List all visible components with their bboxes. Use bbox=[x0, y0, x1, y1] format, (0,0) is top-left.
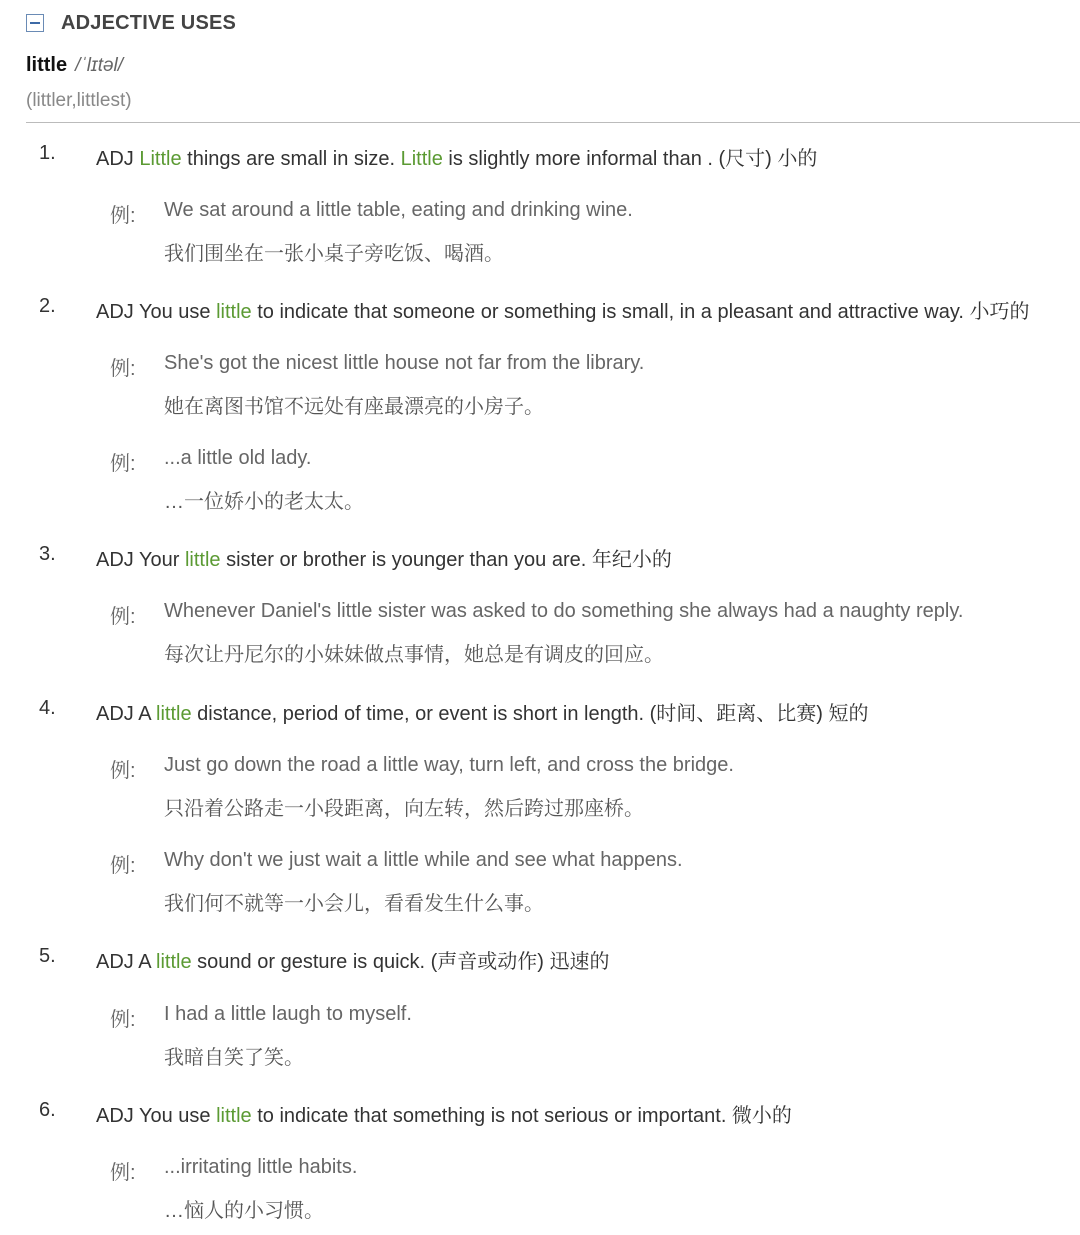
pos-label: ADJ bbox=[96, 1105, 134, 1127]
example-english: She's got the nicest little house not far from the library. bbox=[164, 352, 645, 374]
headword-highlight: Little bbox=[139, 148, 182, 170]
example-english: ...irritating little habits. bbox=[164, 1156, 358, 1178]
headword-highlight: little bbox=[216, 1105, 252, 1127]
sense-definition bbox=[96, 945, 610, 974]
example-label: 例: bbox=[110, 1009, 136, 1031]
sense-number: 6. bbox=[39, 1099, 56, 1121]
headword-highlight: little bbox=[216, 301, 252, 323]
example-label: 例: bbox=[110, 760, 136, 782]
definition-text: A bbox=[138, 703, 157, 725]
sense-number: 3. bbox=[39, 543, 56, 565]
definition-text: A bbox=[138, 951, 157, 973]
example-chinese: 我暗自笑了笑。 bbox=[164, 1047, 304, 1069]
pos-label: ADJ bbox=[96, 549, 134, 571]
example-english: I had a little laugh to myself. bbox=[164, 1003, 412, 1025]
headword-highlight: little bbox=[156, 951, 192, 973]
definition-text: to indicate that something is not serious or important. 微小的 bbox=[251, 1105, 792, 1127]
example-chinese: 我们何不就等一小会儿，看看发生什么事。 bbox=[164, 893, 544, 915]
example-chinese: 我们围坐在一张小桌子旁吃饭、喝酒。 bbox=[164, 243, 504, 265]
collapse-icon[interactable] bbox=[26, 14, 44, 32]
example-label: 例: bbox=[110, 606, 136, 628]
example-english: ...a little old lady. bbox=[164, 447, 312, 469]
example-label: 例: bbox=[110, 1162, 136, 1184]
sense-number: 5. bbox=[39, 945, 56, 967]
definition-text: is slightly more informal than . (尺寸) 小的 bbox=[442, 148, 818, 170]
sense-number: 4. bbox=[39, 697, 56, 719]
definition-text: sister or brother is younger than you are. 年纪小的 bbox=[220, 549, 672, 571]
definition-text: things are small in size. bbox=[181, 148, 401, 170]
sense-number: 2. bbox=[39, 295, 56, 317]
example-chinese: …一位娇小的老太太。 bbox=[164, 491, 364, 513]
example-english: We sat around a little table, eating and drinking wine. bbox=[164, 199, 633, 221]
sense-definition bbox=[96, 1099, 792, 1128]
example-chinese: 每次让丹尼尔的小妹妹做点事情，她总是有调皮的回应。 bbox=[164, 644, 664, 666]
example-chinese: 她在离图书馆不远处有座最漂亮的小房子。 bbox=[164, 396, 544, 418]
pos-label: ADJ bbox=[96, 703, 134, 725]
example-label: 例: bbox=[110, 358, 136, 380]
headword-highlight: little bbox=[184, 549, 221, 571]
example-english: Just go down the road a little way, turn left, and cross the bridge. bbox=[164, 754, 734, 776]
headword: little bbox=[26, 54, 68, 76]
example-english: Why don't we just wait a little while and see what happens. bbox=[164, 849, 683, 871]
section-title: ADJECTIVE USES bbox=[61, 11, 237, 34]
example-label: 例: bbox=[110, 453, 136, 475]
pos-label: ADJ bbox=[96, 301, 134, 323]
example-chinese: …恼人的小习惯。 bbox=[164, 1200, 324, 1222]
sense-definition bbox=[96, 543, 672, 572]
example-label: 例: bbox=[110, 205, 136, 227]
headword-line bbox=[26, 54, 123, 82]
example-label: 例: bbox=[110, 855, 136, 877]
definition-text: distance, period of time, or event is short in length. (时间、距离、比赛) 短的 bbox=[191, 703, 869, 725]
divider bbox=[26, 122, 1080, 123]
definition-text: You use bbox=[139, 1105, 217, 1127]
example-english: Whenever Daniel's little sister was asked to do something she always had a naughty reply. bbox=[164, 600, 964, 622]
sense-number: 1. bbox=[39, 142, 56, 164]
example-chinese: 只沿着公路走一小段距离，向左转，然后跨过那座桥。 bbox=[164, 798, 644, 820]
pos-label: ADJ bbox=[96, 951, 134, 973]
definition-text: Your bbox=[139, 549, 185, 571]
sense-definition bbox=[96, 295, 1029, 324]
sense-definition bbox=[96, 142, 817, 171]
headword-highlight: Little bbox=[400, 148, 443, 170]
phonetic: /ˈlɪtəl/ bbox=[75, 55, 124, 76]
definition-text: You use bbox=[139, 301, 217, 323]
section-header bbox=[26, 10, 236, 36]
headword-highlight: little bbox=[156, 703, 192, 725]
pos-label: ADJ bbox=[96, 148, 134, 170]
definition-text: sound or gesture is quick. (声音或动作) 迅速的 bbox=[191, 951, 610, 973]
inflections: (littler,littlest) bbox=[26, 90, 132, 111]
definition-text: to indicate that someone or something is small, in a pleasant and attractive way. 小巧的 bbox=[251, 301, 1030, 323]
sense-definition bbox=[96, 697, 869, 726]
